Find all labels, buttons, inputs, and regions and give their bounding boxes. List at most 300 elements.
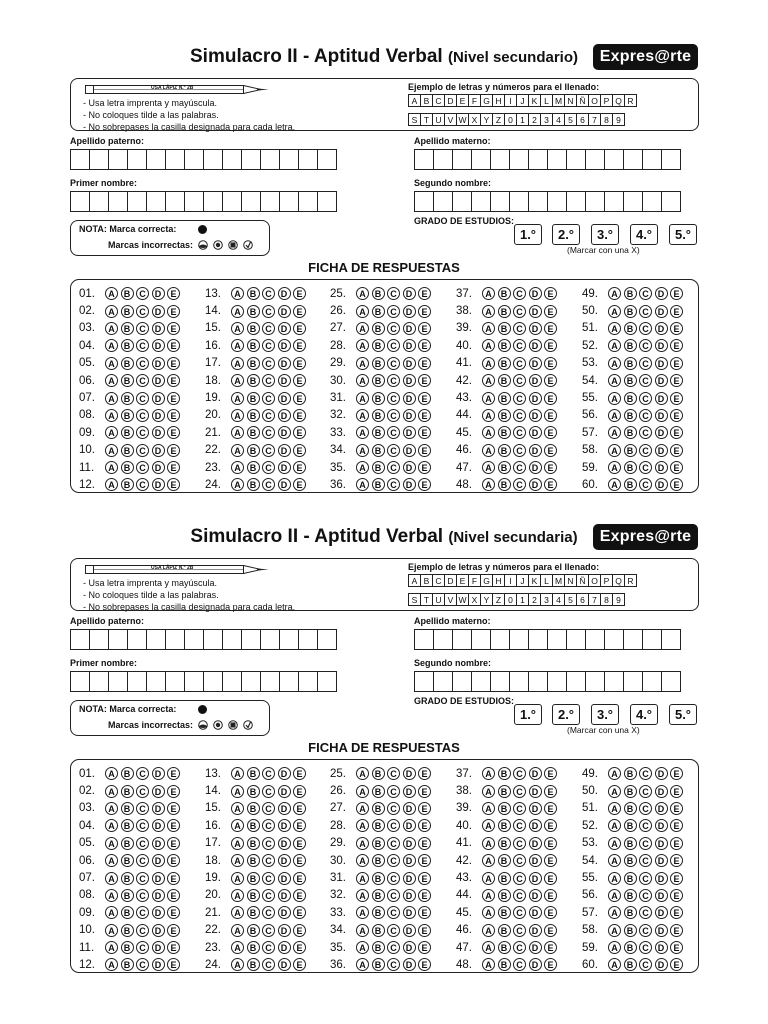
answer-bubble[interactable]: A <box>608 802 621 815</box>
answer-bubble[interactable]: B <box>624 872 637 885</box>
answer-bubble[interactable]: D <box>529 837 542 850</box>
answer-bubble[interactable]: B <box>624 444 637 457</box>
answer-bubble[interactable]: A <box>105 287 118 300</box>
answer-bubble[interactable]: B <box>121 305 134 318</box>
answer-bubble[interactable]: A <box>105 958 118 971</box>
answer-bubble[interactable]: C <box>639 392 652 405</box>
answer-bubble[interactable]: A <box>356 444 369 457</box>
answer-bubble[interactable]: D <box>278 444 291 457</box>
answer-bubble[interactable]: B <box>121 837 134 850</box>
answer-bubble[interactable]: D <box>529 461 542 474</box>
answer-bubble[interactable]: A <box>608 785 621 798</box>
letter-box[interactable] <box>298 191 318 212</box>
answer-bubble[interactable]: E <box>293 322 306 335</box>
answer-bubble[interactable]: E <box>293 924 306 937</box>
answer-bubble[interactable]: B <box>121 924 134 937</box>
letter-box[interactable] <box>604 629 624 650</box>
answer-bubble[interactable]: D <box>529 924 542 937</box>
answer-bubble[interactable]: D <box>403 767 416 780</box>
answer-bubble[interactable]: E <box>544 339 557 352</box>
grado-option[interactable]: 3.° <box>591 224 619 245</box>
answer-bubble[interactable]: C <box>136 872 149 885</box>
answer-bubble[interactable]: C <box>387 802 400 815</box>
answer-bubble[interactable]: D <box>152 767 165 780</box>
answer-bubble[interactable]: C <box>262 854 275 867</box>
answer-bubble[interactable]: B <box>624 958 637 971</box>
answer-bubble[interactable]: E <box>418 287 431 300</box>
answer-bubble[interactable]: A <box>105 357 118 370</box>
letter-box[interactable] <box>604 149 624 170</box>
answer-bubble[interactable]: B <box>498 322 511 335</box>
answer-bubble[interactable]: A <box>231 854 244 867</box>
answer-bubble[interactable]: C <box>136 461 149 474</box>
answer-bubble[interactable]: E <box>670 906 683 919</box>
answer-bubble[interactable]: E <box>293 767 306 780</box>
answer-bubble[interactable]: B <box>247 767 260 780</box>
answer-bubble[interactable]: B <box>247 305 260 318</box>
answer-bubble[interactable]: D <box>529 426 542 439</box>
answer-bubble[interactable]: C <box>136 941 149 954</box>
letter-box[interactable] <box>528 671 548 692</box>
letter-box[interactable] <box>146 671 166 692</box>
answer-bubble[interactable]: C <box>262 802 275 815</box>
answer-bubble[interactable]: B <box>372 924 385 937</box>
answer-bubble[interactable]: B <box>247 409 260 422</box>
answer-bubble[interactable]: B <box>624 854 637 867</box>
answer-bubble[interactable]: B <box>624 767 637 780</box>
answer-bubble[interactable]: C <box>136 785 149 798</box>
answer-bubble[interactable]: C <box>136 906 149 919</box>
letter-box[interactable] <box>70 191 90 212</box>
answer-bubble[interactable]: A <box>105 339 118 352</box>
answer-bubble[interactable]: C <box>262 958 275 971</box>
answer-bubble[interactable]: E <box>670 819 683 832</box>
answer-bubble[interactable]: B <box>624 374 637 387</box>
letter-box[interactable] <box>623 149 643 170</box>
answer-bubble[interactable]: A <box>231 305 244 318</box>
answer-bubble[interactable]: C <box>513 305 526 318</box>
answer-bubble[interactable]: A <box>356 357 369 370</box>
answer-bubble[interactable]: C <box>387 958 400 971</box>
answer-bubble[interactable]: D <box>152 322 165 335</box>
answer-bubble[interactable]: A <box>231 872 244 885</box>
letter-box[interactable] <box>509 629 529 650</box>
answer-bubble[interactable]: C <box>639 287 652 300</box>
answer-bubble[interactable]: C <box>136 478 149 491</box>
answer-bubble[interactable]: E <box>167 444 180 457</box>
letter-box[interactable] <box>490 629 510 650</box>
letter-box[interactable] <box>414 191 434 212</box>
answer-bubble[interactable]: B <box>247 357 260 370</box>
answer-bubble[interactable]: A <box>231 339 244 352</box>
answer-bubble[interactable]: D <box>152 941 165 954</box>
answer-bubble[interactable]: A <box>105 374 118 387</box>
answer-bubble[interactable]: A <box>608 426 621 439</box>
answer-bubble[interactable]: E <box>670 426 683 439</box>
answer-bubble[interactable]: B <box>121 478 134 491</box>
answer-bubble[interactable]: B <box>247 785 260 798</box>
answer-bubble[interactable]: D <box>152 906 165 919</box>
answer-bubble[interactable]: D <box>655 426 668 439</box>
answer-bubble[interactable]: B <box>624 924 637 937</box>
answer-bubble[interactable]: D <box>655 357 668 370</box>
answer-bubble[interactable]: D <box>655 409 668 422</box>
answer-bubble[interactable]: A <box>608 322 621 335</box>
answer-bubble[interactable]: B <box>498 444 511 457</box>
answer-bubble[interactable]: B <box>372 322 385 335</box>
letter-box[interactable] <box>70 149 90 170</box>
answer-bubble[interactable]: E <box>167 802 180 815</box>
answer-bubble[interactable]: C <box>262 392 275 405</box>
answer-bubble[interactable]: C <box>513 785 526 798</box>
letter-box[interactable] <box>317 191 337 212</box>
answer-bubble[interactable]: D <box>403 426 416 439</box>
answer-bubble[interactable]: A <box>105 889 118 902</box>
answer-bubble[interactable]: A <box>608 305 621 318</box>
answer-bubble[interactable]: B <box>247 461 260 474</box>
answer-bubble[interactable]: A <box>482 478 495 491</box>
answer-bubble[interactable]: B <box>121 767 134 780</box>
answer-bubble[interactable]: C <box>136 837 149 850</box>
answer-bubble[interactable]: C <box>387 322 400 335</box>
answer-bubble[interactable]: B <box>372 374 385 387</box>
answer-bubble[interactable]: E <box>544 322 557 335</box>
letter-box[interactable] <box>127 149 147 170</box>
answer-bubble[interactable]: B <box>498 357 511 370</box>
answer-bubble[interactable]: E <box>167 854 180 867</box>
answer-bubble[interactable]: E <box>670 339 683 352</box>
answer-bubble[interactable]: A <box>608 837 621 850</box>
letter-box[interactable] <box>661 671 681 692</box>
letter-box[interactable] <box>433 629 453 650</box>
answer-bubble[interactable]: D <box>403 819 416 832</box>
answer-bubble[interactable]: C <box>387 409 400 422</box>
answer-bubble[interactable]: D <box>278 906 291 919</box>
letter-box[interactable] <box>661 191 681 212</box>
answer-bubble[interactable]: A <box>608 339 621 352</box>
answer-bubble[interactable]: B <box>372 941 385 954</box>
apellido-paterno-field[interactable] <box>70 149 337 170</box>
answer-bubble[interactable]: C <box>639 924 652 937</box>
answer-bubble[interactable]: B <box>121 802 134 815</box>
answer-bubble[interactable]: C <box>387 924 400 937</box>
answer-bubble[interactable]: A <box>105 461 118 474</box>
letter-box[interactable] <box>70 629 90 650</box>
answer-bubble[interactable]: B <box>498 924 511 937</box>
answer-bubble[interactable]: E <box>670 357 683 370</box>
letter-box[interactable] <box>298 671 318 692</box>
answer-bubble[interactable]: E <box>544 392 557 405</box>
answer-bubble[interactable]: A <box>356 339 369 352</box>
answer-bubble[interactable]: D <box>278 837 291 850</box>
letter-box[interactable] <box>298 629 318 650</box>
answer-bubble[interactable]: E <box>544 287 557 300</box>
answer-bubble[interactable]: B <box>498 374 511 387</box>
answer-bubble[interactable]: E <box>418 906 431 919</box>
answer-bubble[interactable]: D <box>278 941 291 954</box>
answer-bubble[interactable]: C <box>513 339 526 352</box>
answer-bubble[interactable]: A <box>356 837 369 850</box>
answer-bubble[interactable]: C <box>262 906 275 919</box>
answer-bubble[interactable]: E <box>167 819 180 832</box>
letter-box[interactable] <box>127 671 147 692</box>
answer-bubble[interactable]: D <box>403 461 416 474</box>
letter-box[interactable] <box>222 191 242 212</box>
letter-box[interactable] <box>452 149 472 170</box>
answer-bubble[interactable]: A <box>482 924 495 937</box>
answer-bubble[interactable]: D <box>403 906 416 919</box>
letter-box[interactable] <box>165 191 185 212</box>
answer-bubble[interactable]: E <box>293 461 306 474</box>
answer-bubble[interactable]: D <box>278 287 291 300</box>
answer-bubble[interactable]: A <box>105 444 118 457</box>
answer-bubble[interactable]: C <box>639 767 652 780</box>
answer-bubble[interactable]: D <box>278 357 291 370</box>
answer-bubble[interactable]: B <box>498 426 511 439</box>
letter-box[interactable] <box>433 149 453 170</box>
answer-bubble[interactable]: B <box>624 889 637 902</box>
answer-bubble[interactable]: A <box>482 339 495 352</box>
answer-bubble[interactable]: A <box>231 357 244 370</box>
answer-bubble[interactable]: E <box>418 889 431 902</box>
answer-bubble[interactable]: D <box>152 374 165 387</box>
answer-bubble[interactable]: B <box>372 802 385 815</box>
answer-bubble[interactable]: A <box>608 924 621 937</box>
answer-bubble[interactable]: D <box>655 478 668 491</box>
answer-bubble[interactable]: D <box>529 322 542 335</box>
grado-option[interactable]: 5.° <box>669 224 697 245</box>
grado-option[interactable]: 1.° <box>514 704 542 725</box>
answer-bubble[interactable]: A <box>356 802 369 815</box>
answer-bubble[interactable]: E <box>167 785 180 798</box>
answer-bubble[interactable]: D <box>278 478 291 491</box>
letter-box[interactable] <box>471 671 491 692</box>
letter-box[interactable] <box>623 191 643 212</box>
answer-bubble[interactable]: E <box>544 924 557 937</box>
answer-bubble[interactable]: D <box>655 958 668 971</box>
answer-bubble[interactable]: E <box>418 461 431 474</box>
letter-box[interactable] <box>490 671 510 692</box>
answer-bubble[interactable]: A <box>482 322 495 335</box>
answer-bubble[interactable]: E <box>167 889 180 902</box>
answer-bubble[interactable]: D <box>655 444 668 457</box>
answer-bubble[interactable]: B <box>498 767 511 780</box>
answer-bubble[interactable]: D <box>529 392 542 405</box>
answer-bubble[interactable]: B <box>372 819 385 832</box>
answer-bubble[interactable]: C <box>136 357 149 370</box>
answer-bubble[interactable]: D <box>152 409 165 422</box>
grado-option[interactable]: 2.° <box>552 224 580 245</box>
answer-bubble[interactable]: D <box>655 461 668 474</box>
answer-bubble[interactable]: A <box>231 478 244 491</box>
answer-bubble[interactable]: B <box>624 339 637 352</box>
answer-bubble[interactable]: C <box>262 287 275 300</box>
answer-bubble[interactable]: E <box>293 802 306 815</box>
answer-bubble[interactable]: D <box>403 958 416 971</box>
answer-bubble[interactable]: E <box>544 767 557 780</box>
answer-bubble[interactable]: D <box>655 339 668 352</box>
answer-bubble[interactable]: B <box>372 305 385 318</box>
answer-bubble[interactable]: A <box>105 837 118 850</box>
answer-bubble[interactable]: E <box>418 444 431 457</box>
answer-bubble[interactable]: E <box>293 444 306 457</box>
letter-box[interactable] <box>279 149 299 170</box>
answer-bubble[interactable]: A <box>608 872 621 885</box>
answer-bubble[interactable]: A <box>608 767 621 780</box>
letter-box[interactable] <box>642 149 662 170</box>
answer-bubble[interactable]: D <box>403 941 416 954</box>
answer-bubble[interactable]: A <box>608 409 621 422</box>
letter-box[interactable] <box>566 671 586 692</box>
answer-bubble[interactable]: A <box>608 392 621 405</box>
answer-bubble[interactable]: D <box>152 889 165 902</box>
answer-bubble[interactable]: C <box>639 819 652 832</box>
letter-box[interactable] <box>146 629 166 650</box>
letter-box[interactable] <box>642 671 662 692</box>
answer-bubble[interactable]: E <box>670 924 683 937</box>
answer-bubble[interactable]: E <box>167 958 180 971</box>
answer-bubble[interactable]: E <box>418 392 431 405</box>
answer-bubble[interactable]: B <box>624 322 637 335</box>
answer-bubble[interactable]: C <box>262 889 275 902</box>
answer-bubble[interactable]: B <box>372 444 385 457</box>
answer-bubble[interactable]: C <box>136 305 149 318</box>
answer-bubble[interactable]: A <box>608 357 621 370</box>
answer-bubble[interactable]: A <box>482 409 495 422</box>
answer-bubble[interactable]: A <box>231 461 244 474</box>
answer-bubble[interactable]: C <box>513 924 526 937</box>
answer-bubble[interactable]: C <box>262 767 275 780</box>
answer-bubble[interactable]: E <box>167 357 180 370</box>
answer-bubble[interactable]: C <box>639 802 652 815</box>
answer-bubble[interactable]: B <box>624 392 637 405</box>
letter-box[interactable] <box>585 191 605 212</box>
answer-bubble[interactable]: E <box>293 478 306 491</box>
answer-bubble[interactable]: E <box>167 941 180 954</box>
answer-bubble[interactable]: B <box>247 374 260 387</box>
answer-bubble[interactable]: B <box>624 426 637 439</box>
answer-bubble[interactable]: B <box>247 941 260 954</box>
answer-bubble[interactable]: C <box>513 461 526 474</box>
answer-bubble[interactable]: E <box>418 837 431 850</box>
grado-option[interactable]: 3.° <box>591 704 619 725</box>
letter-box[interactable] <box>642 629 662 650</box>
answer-bubble[interactable]: A <box>608 941 621 954</box>
answer-bubble[interactable]: A <box>482 941 495 954</box>
answer-bubble[interactable]: A <box>356 305 369 318</box>
answer-bubble[interactable]: C <box>513 426 526 439</box>
answer-bubble[interactable]: C <box>262 872 275 885</box>
letter-box[interactable] <box>203 629 223 650</box>
answer-bubble[interactable]: E <box>167 409 180 422</box>
letter-box[interactable] <box>222 149 242 170</box>
answer-bubble[interactable]: E <box>544 409 557 422</box>
answer-bubble[interactable]: E <box>293 374 306 387</box>
answer-bubble[interactable]: C <box>387 339 400 352</box>
apellido-materno-field[interactable] <box>414 149 681 170</box>
answer-bubble[interactable]: E <box>670 802 683 815</box>
answer-bubble[interactable]: C <box>136 409 149 422</box>
answer-bubble[interactable]: C <box>639 444 652 457</box>
answer-bubble[interactable]: B <box>498 339 511 352</box>
answer-bubble[interactable]: E <box>293 392 306 405</box>
letter-box[interactable] <box>433 671 453 692</box>
answer-bubble[interactable]: A <box>231 889 244 902</box>
answer-bubble[interactable]: C <box>262 837 275 850</box>
answer-bubble[interactable]: C <box>262 461 275 474</box>
answer-bubble[interactable]: C <box>639 322 652 335</box>
answer-bubble[interactable]: B <box>372 767 385 780</box>
answer-bubble[interactable]: C <box>639 357 652 370</box>
answer-bubble[interactable]: C <box>513 837 526 850</box>
letter-box[interactable] <box>279 191 299 212</box>
answer-bubble[interactable]: B <box>624 357 637 370</box>
answer-bubble[interactable]: D <box>403 889 416 902</box>
answer-bubble[interactable]: A <box>356 906 369 919</box>
answer-bubble[interactable]: E <box>418 767 431 780</box>
answer-bubble[interactable]: E <box>293 426 306 439</box>
answer-bubble[interactable]: B <box>247 837 260 850</box>
answer-bubble[interactable]: D <box>152 426 165 439</box>
letter-box[interactable] <box>108 671 128 692</box>
answer-bubble[interactable]: C <box>136 444 149 457</box>
answer-bubble[interactable]: D <box>278 819 291 832</box>
answer-bubble[interactable]: D <box>529 767 542 780</box>
letter-box[interactable] <box>279 671 299 692</box>
answer-bubble[interactable]: A <box>356 409 369 422</box>
answer-bubble[interactable]: A <box>356 287 369 300</box>
answer-bubble[interactable]: B <box>624 802 637 815</box>
letter-box[interactable] <box>317 629 337 650</box>
letter-box[interactable] <box>566 191 586 212</box>
answer-bubble[interactable]: A <box>482 889 495 902</box>
answer-bubble[interactable]: C <box>387 287 400 300</box>
letter-box[interactable] <box>414 671 434 692</box>
answer-bubble[interactable]: D <box>278 409 291 422</box>
answer-bubble[interactable]: D <box>529 409 542 422</box>
answer-bubble[interactable]: A <box>608 478 621 491</box>
answer-bubble[interactable]: B <box>247 426 260 439</box>
answer-bubble[interactable]: D <box>403 837 416 850</box>
letter-box[interactable] <box>184 191 204 212</box>
answer-bubble[interactable]: D <box>655 854 668 867</box>
answer-bubble[interactable]: A <box>105 941 118 954</box>
answer-bubble[interactable]: B <box>372 478 385 491</box>
answer-bubble[interactable]: C <box>387 819 400 832</box>
answer-bubble[interactable]: E <box>167 767 180 780</box>
answer-bubble[interactable]: D <box>152 802 165 815</box>
apellido-paterno-field[interactable] <box>70 629 337 650</box>
letter-box[interactable] <box>528 191 548 212</box>
answer-bubble[interactable]: A <box>356 819 369 832</box>
answer-bubble[interactable]: B <box>372 287 385 300</box>
answer-bubble[interactable]: E <box>167 837 180 850</box>
answer-bubble[interactable]: D <box>152 339 165 352</box>
answer-bubble[interactable]: E <box>544 374 557 387</box>
answer-bubble[interactable]: C <box>513 322 526 335</box>
answer-bubble[interactable]: C <box>639 785 652 798</box>
answer-bubble[interactable]: D <box>403 478 416 491</box>
answer-bubble[interactable]: D <box>655 767 668 780</box>
answer-bubble[interactable]: D <box>278 339 291 352</box>
answer-bubble[interactable]: A <box>231 322 244 335</box>
answer-bubble[interactable]: D <box>152 958 165 971</box>
letter-box[interactable] <box>203 149 223 170</box>
letter-box[interactable] <box>165 671 185 692</box>
answer-bubble[interactable]: E <box>293 906 306 919</box>
answer-bubble[interactable]: B <box>247 854 260 867</box>
answer-bubble[interactable]: D <box>655 802 668 815</box>
